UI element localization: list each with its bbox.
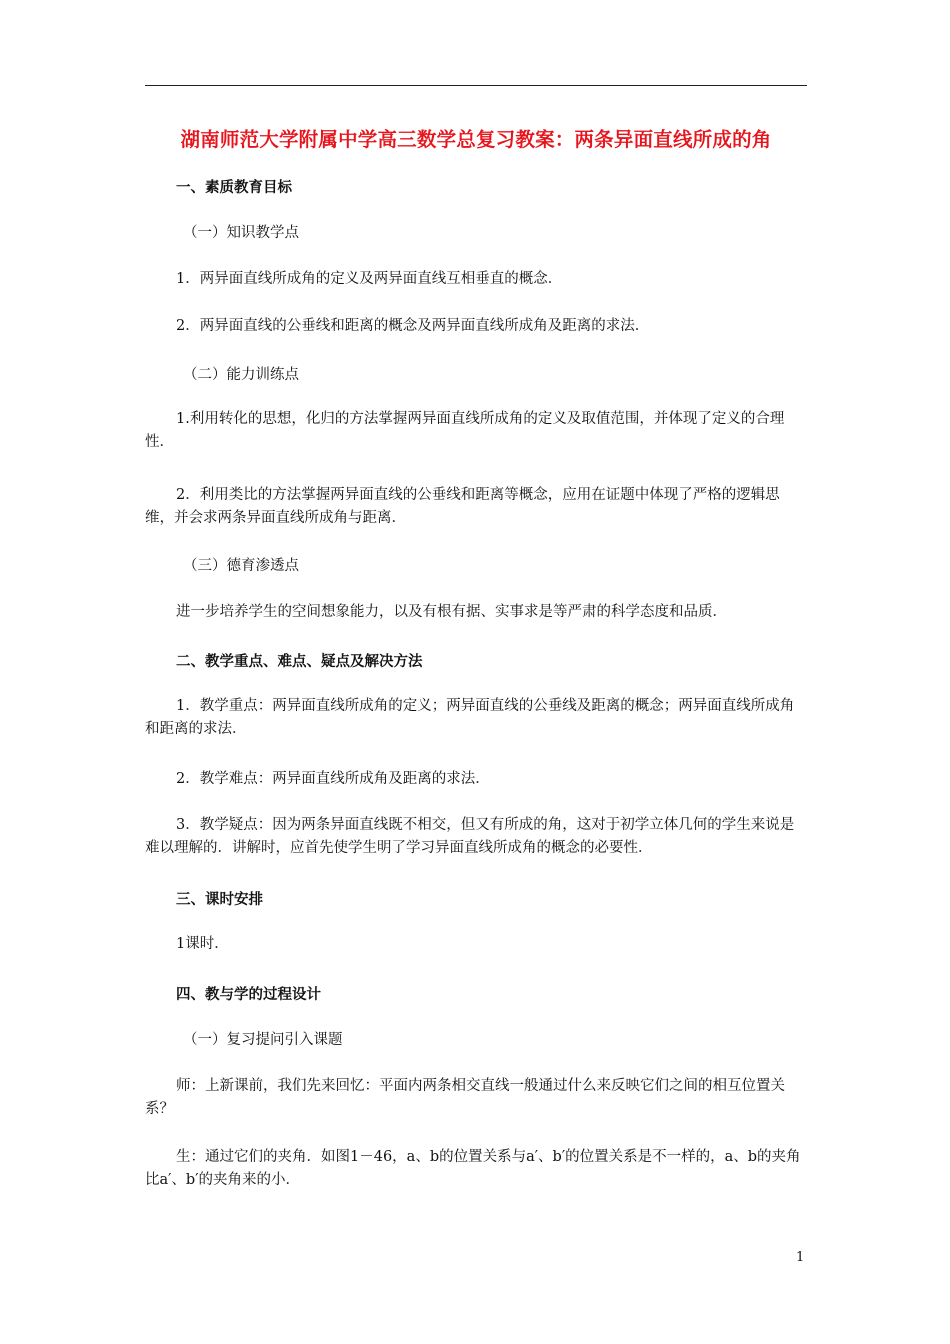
paragraph: 1．教学重点：两异面直线所成角的定义；两异面直线的公垂线及距离的概念；两异面直线所成角和距离的求法． bbox=[145, 698, 795, 737]
section-heading-2: 二、教学重点、难点、疑点及解决方法 bbox=[176, 654, 423, 670]
paragraph: 2．教学难点：两异面直线所成角及距离的求法． bbox=[176, 771, 490, 787]
paragraph: 3．教学疑点：因为两条异面直线既不相交，但又有所成的角，这对于初学立体几何的学生来说是难以理解的．讲解时，应首先使学生明了学习异面直线所成角的概念的必要性． bbox=[145, 817, 795, 856]
paragraph: 2．两异面直线的公垂线和距离的概念及两异面直线所成角及距离的求法． bbox=[176, 318, 650, 334]
header-rule bbox=[145, 85, 807, 86]
paragraph: 1课时． bbox=[176, 936, 229, 952]
subheading-review: （一）复习提问引入课题 bbox=[183, 1032, 343, 1048]
subheading-moral: （三）德育渗透点 bbox=[183, 558, 299, 574]
section-heading-4: 四、教与学的过程设计 bbox=[176, 987, 321, 1003]
paragraph: 进一步培养学生的空间想象能力，以及有根有据、实事求是等严肃的科学态度和品质． bbox=[176, 604, 727, 620]
subheading-knowledge: （一）知识教学点 bbox=[183, 225, 299, 241]
paragraph: 2．利用类比的方法掌握两异面直线的公垂线和距离等概念，应用在证题中体现了严格的逻辑思维，并会求两条异面直线所成角与距离． bbox=[145, 487, 780, 526]
paragraph: 1.利用转化的思想，化归的方法掌握两异面直线所成角的定义及取值范围，并体现了定义的合理性． bbox=[145, 411, 785, 450]
page-number: 1 bbox=[796, 1250, 805, 1265]
subheading-ability: （二）能力训练点 bbox=[183, 367, 299, 383]
paragraph: 生：通过它们的夹角．如图1－46，a、b的位置关系与a′、b′的位置关系是不一样的，a、b的夹角比a′、b′的夹角来的小． bbox=[145, 1149, 801, 1188]
paragraph: 师：上新课前，我们先来回忆：平面内两条相交直线一般通过什么来反映它们之间的相互位置关系？ bbox=[145, 1078, 785, 1117]
document-title: 湖南师范大学附属中学高三数学总复习教案：两条异面直线所成的角 bbox=[180, 128, 772, 151]
paragraph: 1．两异面直线所成角的定义及两异面直线互相垂直的概念． bbox=[176, 271, 563, 287]
section-heading-1: 一、素质教育目标 bbox=[176, 180, 292, 196]
section-heading-3: 三、课时安排 bbox=[176, 892, 263, 908]
